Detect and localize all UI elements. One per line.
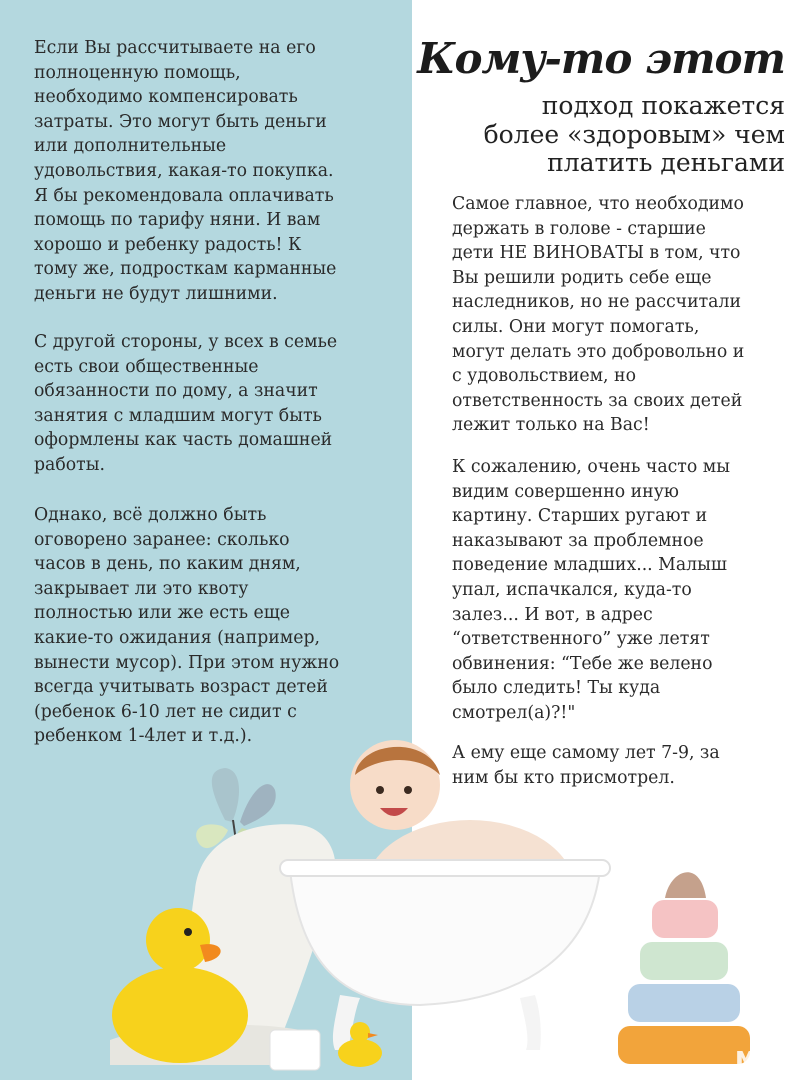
text-line: тому же, подросткам карманные <box>34 259 337 280</box>
text-line: Самое главное, что необходимо <box>452 194 744 214</box>
text-line: (ребенок 6-10 лет не сидит с <box>34 701 297 722</box>
watermark-logo: для мам <box>734 1026 795 1072</box>
text-line: вынести мусор). При этом нужно <box>34 652 340 673</box>
text-line: Если Вы рассчитываете на его <box>34 38 316 58</box>
text-line: Вы решили родить себе еще <box>452 267 712 288</box>
text-line: полноценную помощь, <box>34 62 241 83</box>
text-line: держать в голове - старшие <box>452 218 706 239</box>
right-paragraph-1 <box>452 192 744 438</box>
text-line: полностью или же есть еще <box>34 603 291 624</box>
text-line: С другой стороны, у всех в семье <box>34 332 338 352</box>
text-line: занятия с младшим могут быть <box>34 405 322 426</box>
text-line: обязанности по дому, а значит <box>34 381 318 402</box>
text-line: деньги не будут лишними. <box>34 283 278 304</box>
text-line: с удовольствием, но <box>452 366 636 387</box>
text-line: ним бы кто присмотрел. <box>452 767 675 788</box>
text-line: залез... И вот, в адрес <box>452 604 653 625</box>
text-line: ответственность за своих детей <box>452 390 743 411</box>
left-paragraph-1 <box>34 36 336 307</box>
stacking-toy-pyramid-icon <box>618 872 750 1064</box>
text-line: есть свои общественные <box>34 356 259 377</box>
left-paragraph-2 <box>34 330 337 478</box>
text-line: обвинения: “Тебе же велено <box>452 653 713 674</box>
text-line: работы. <box>34 454 105 475</box>
text-line: помощь по тарифу няни. И вам <box>34 210 321 231</box>
text-line: могут делать это добровольно и <box>452 341 745 362</box>
text-line: какие-то ожидания (например, <box>34 627 321 648</box>
page-title: Кому-то этот <box>417 34 785 83</box>
soap-bar-icon <box>270 1030 320 1070</box>
text-line: было следить! Ты куда <box>452 678 661 699</box>
text-line: более «здоровым» чем <box>483 119 785 149</box>
text-line: оговорено заранее: сколько <box>34 529 290 550</box>
text-line: Я бы рекомендовала оплачивать <box>34 185 334 206</box>
text-line: подход покажется <box>541 91 785 120</box>
illustration-layer <box>0 720 809 1080</box>
text-line: удовольствия, какая-то покупка. <box>34 160 334 181</box>
text-line: смотрел(а)?!" <box>452 702 576 723</box>
text-line: платить деньгами <box>547 148 785 177</box>
text-line: наказывают за проблемное <box>452 530 704 551</box>
text-line: закрывает ли это квоту <box>34 578 249 599</box>
text-line: хорошо и ребенку радость! К <box>34 234 302 255</box>
text-line: наследников, но не рассчитали <box>452 292 741 313</box>
text-line: всегда учитывать возраст детей <box>34 677 328 698</box>
text-line: дети НЕ ВИНОВАТЫ в том, что <box>452 243 741 264</box>
text-line: необходимо компенсировать <box>34 87 298 108</box>
text-line: оформлены как часть домашней <box>34 430 333 451</box>
text-line: “ответственного” уже летят <box>452 629 710 650</box>
text-line: А ему еще самому лет 7-9, за <box>452 743 720 763</box>
text-line: силы. Они могут помогать, <box>452 316 700 337</box>
text-line: упал, испачкался, куда-то <box>452 579 692 600</box>
text-line: часов в день, по каким дням, <box>34 554 301 575</box>
left-paragraph-3 <box>34 503 339 749</box>
text-line: Однако, всё должно быть <box>34 505 267 525</box>
right-paragraph-2 <box>452 455 730 726</box>
text-line: лежит только на Вас! <box>452 415 650 436</box>
text-line: видим совершенно иную <box>452 481 679 502</box>
text-line: или дополнительные <box>34 136 227 157</box>
text-line: затраты. Это могут быть деньги <box>34 111 327 132</box>
text-line: К сожалению, очень часто мы <box>452 457 730 477</box>
baby-in-bathtub-illustration <box>280 740 610 1050</box>
text-line: картину. Старших ругают и <box>452 506 708 527</box>
text-line: поведение младших... Малыш <box>452 555 727 576</box>
text-line: ребенком 1-4лет и т.д.). <box>34 726 253 747</box>
page-subtitle <box>484 92 785 178</box>
